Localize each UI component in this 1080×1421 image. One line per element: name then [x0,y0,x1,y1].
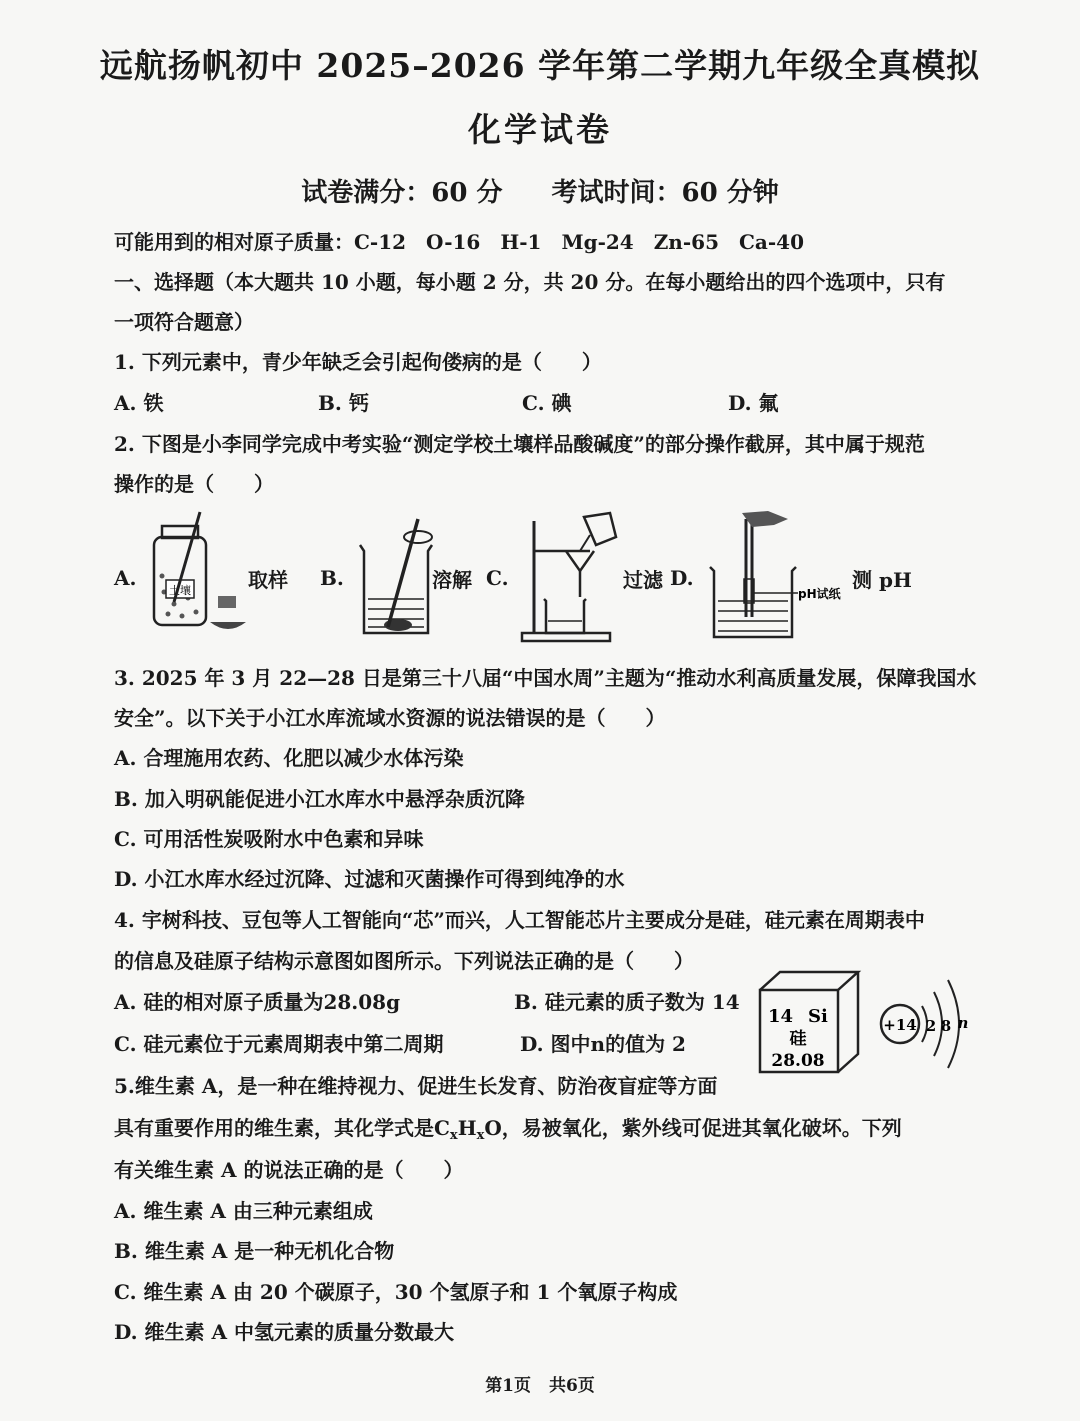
fig-b-label: 溶解 [432,568,472,592]
q5-option-b: B. 维生素 A 是一种无机化合物 [114,1239,395,1263]
page-number: 第1页 [485,1376,532,1396]
periodic-table-cell [756,968,866,1083]
q1-option-a: A. 铁 [114,391,164,415]
question-5-stem-cont [114,1112,902,1143]
question-5-stem: 5.维生素 A，是一种在维持视力、促进生长发育、防治夜盲症等方面 [114,1074,718,1098]
q4-option-d: D. 图中n的值为 2 [520,1032,686,1056]
q3-option-d: D. 小江水库水经过沉降、过滤和灭菌操作可得到纯净的水 [114,867,625,891]
atom-structure-diagram [876,976,976,1076]
q5-formula-pre: 具有重要作用的维生素，其化学式是C [114,1116,450,1140]
exam-meta [0,172,1080,209]
page-total: 共6页 [548,1376,595,1396]
fig-d-letter: D. [670,566,694,590]
q5-option-c: C. 维生素 A 由 20 个碳原子，30 个氢原子和 1 个氧原子构成 [114,1280,678,1304]
q1-option-d: D. 氟 [728,391,779,415]
q5-formula-post: O，易被氧化，紫外线可促进其氧化破坏。下列 [484,1116,902,1140]
fig-c-filtration-drawing [518,505,628,645]
question-4-stem: 4. 宇树科技、豆包等人工智能向“芯”而兴，人工智能芯片主要成分是硅，硅元素在周期表中 [114,908,925,932]
q5-option-a: A. 维生素 A 由三种元素组成 [114,1199,373,1223]
q5-formula-sub1: x [449,1128,458,1143]
q1-option-b: B. 钙 [318,391,369,415]
q4-option-c: C. 硅元素位于元素周期表中第二周期 [114,1032,444,1056]
atomic-number: 14 [768,1006,794,1027]
fig-b-letter: B. [320,566,344,590]
q3-option-c: C. 可用活性炭吸附水中色素和异味 [114,827,424,851]
atomic-mass: 28.08 [771,1051,825,1071]
nucleus-charge: +14 [883,1016,917,1034]
exam-title: 远航扬帆初中 2025–2026 学年第二学期九年级全真模拟 [99,46,981,85]
q3-option-b: B. 加入明矾能促进小江水库水中悬浮杂质沉降 [114,787,525,811]
shell-2-electrons: 8 [940,1017,952,1035]
fig-d-label: 测 pH [852,568,912,592]
fig-a-sampling-drawing [148,512,248,637]
question-5-stem-cont2: 有关维生素 A 的说法正确的是（ ） [114,1158,464,1182]
question-2-stem-cont: 操作的是（ ） [114,472,274,496]
fig-b-dissolve-drawing [356,515,436,640]
question-1-stem: 1. 下列元素中，青少年缺乏会引起佝偻病的是（ ） [114,350,602,374]
q1-option-c: C. 碘 [522,391,572,415]
full-score: 试卷满分：60 分 [301,178,503,208]
q4-option-a: A. 硅的相对原子质量为28.08g [114,990,401,1014]
page-footer [0,1371,1080,1396]
ph-paper-label: pH试纸 [798,587,841,601]
q3-option-a: A. 合理施用农药、化肥以减少水体污染 [114,746,464,770]
q5-formula-mid: H [457,1116,477,1140]
atomic-masses: 可能用到的相对原子质量：C-12 O-16 H-1 Mg-24 Zn-65 Ca-40 [114,230,804,254]
fig-c-letter: C. [486,566,509,590]
element-symbol: Si [808,1006,828,1027]
element-name: 硅 [789,1029,807,1049]
fig-c-label: 过滤 [623,568,663,592]
shell-1-electrons: 2 [925,1017,937,1035]
jar-label: 土壤 [169,584,191,597]
shell-3-electrons: n [957,1014,969,1032]
section-heading: 一、选择题（本大题共 10 小题，每小题 2 分，共 20 分。在每小题给出的四个选项中，只有 [114,270,946,294]
fig-a-letter: A. [114,566,137,590]
exam-subject: 化学试卷 [468,110,612,149]
question-2-stem: 2. 下图是小李同学完成中考实验“测定学校土壤样品酸碱度”的部分操作截屏，其中属于规范 [114,432,925,456]
q4-option-b: B. 硅元素的质子数为 14 [514,990,740,1014]
fig-a-label: 取样 [248,568,288,592]
question-3-stem-cont: 安全”。以下关于小江水库流域水资源的说法错误的是（ ） [114,706,666,730]
question-3-stem: 3. 2025 年 3 月 22—28 日是第三十八届“中国水周”主题为“推动水利高质量发展，保障我国水 [114,666,977,690]
section-heading-cont: 一项符合题意） [114,310,254,334]
question-4-stem-cont: 的信息及硅原子结构示意图如图所示。下列说法正确的是（ ） [114,949,694,973]
q5-formula-sub2: x [476,1128,485,1143]
q5-option-d: D. 维生素 A 中氢元素的质量分数最大 [114,1320,454,1344]
fig-d-ph-drawing [708,505,858,645]
exam-time: 考试时间：60 分钟 [551,178,779,208]
